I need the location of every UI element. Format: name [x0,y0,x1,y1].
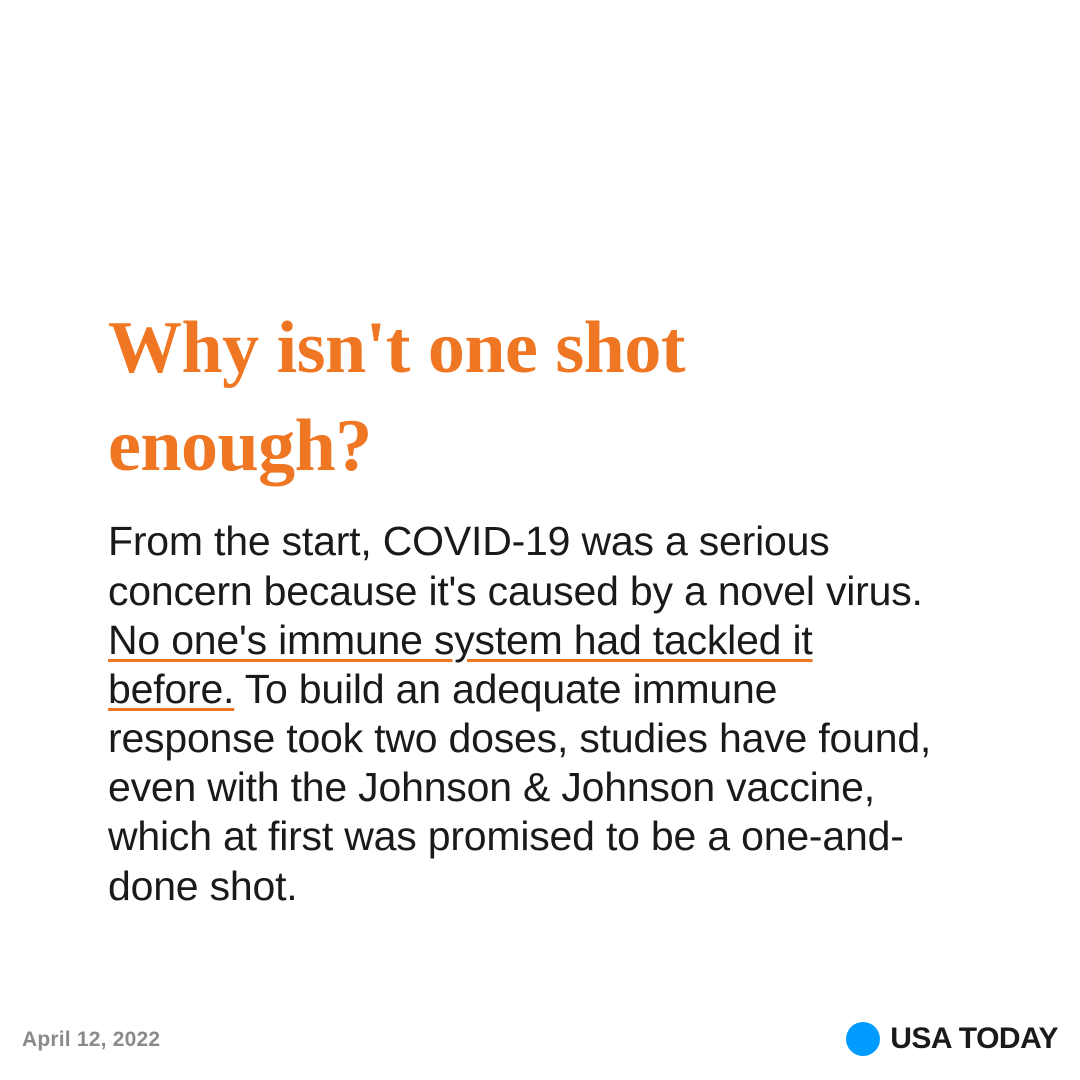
highlighted-link-text[interactable]: No one's immune system had tackled it before. [108,616,813,712]
body-text-part-one: From the start, COVID-19 was a serious concern because it's caused by a novel virus. [108,518,923,614]
card-content [108,300,968,911]
body-text-part-two: To build an adequate immune response took two doses, studies have found, even with the Johnson & Johnson vaccine, which at first was promised to be a one-and-done shot. [108,665,932,909]
card-footer [0,970,1080,1080]
brand-name: USA TODAY [890,1022,1058,1055]
usa-today-logo [846,1022,1058,1056]
body-paragraph [108,517,938,911]
blue-circle-icon [846,1022,880,1056]
publish-date: April 12, 2022 [22,1028,161,1051]
page-title: Why isn't one shot enough? [108,307,685,487]
